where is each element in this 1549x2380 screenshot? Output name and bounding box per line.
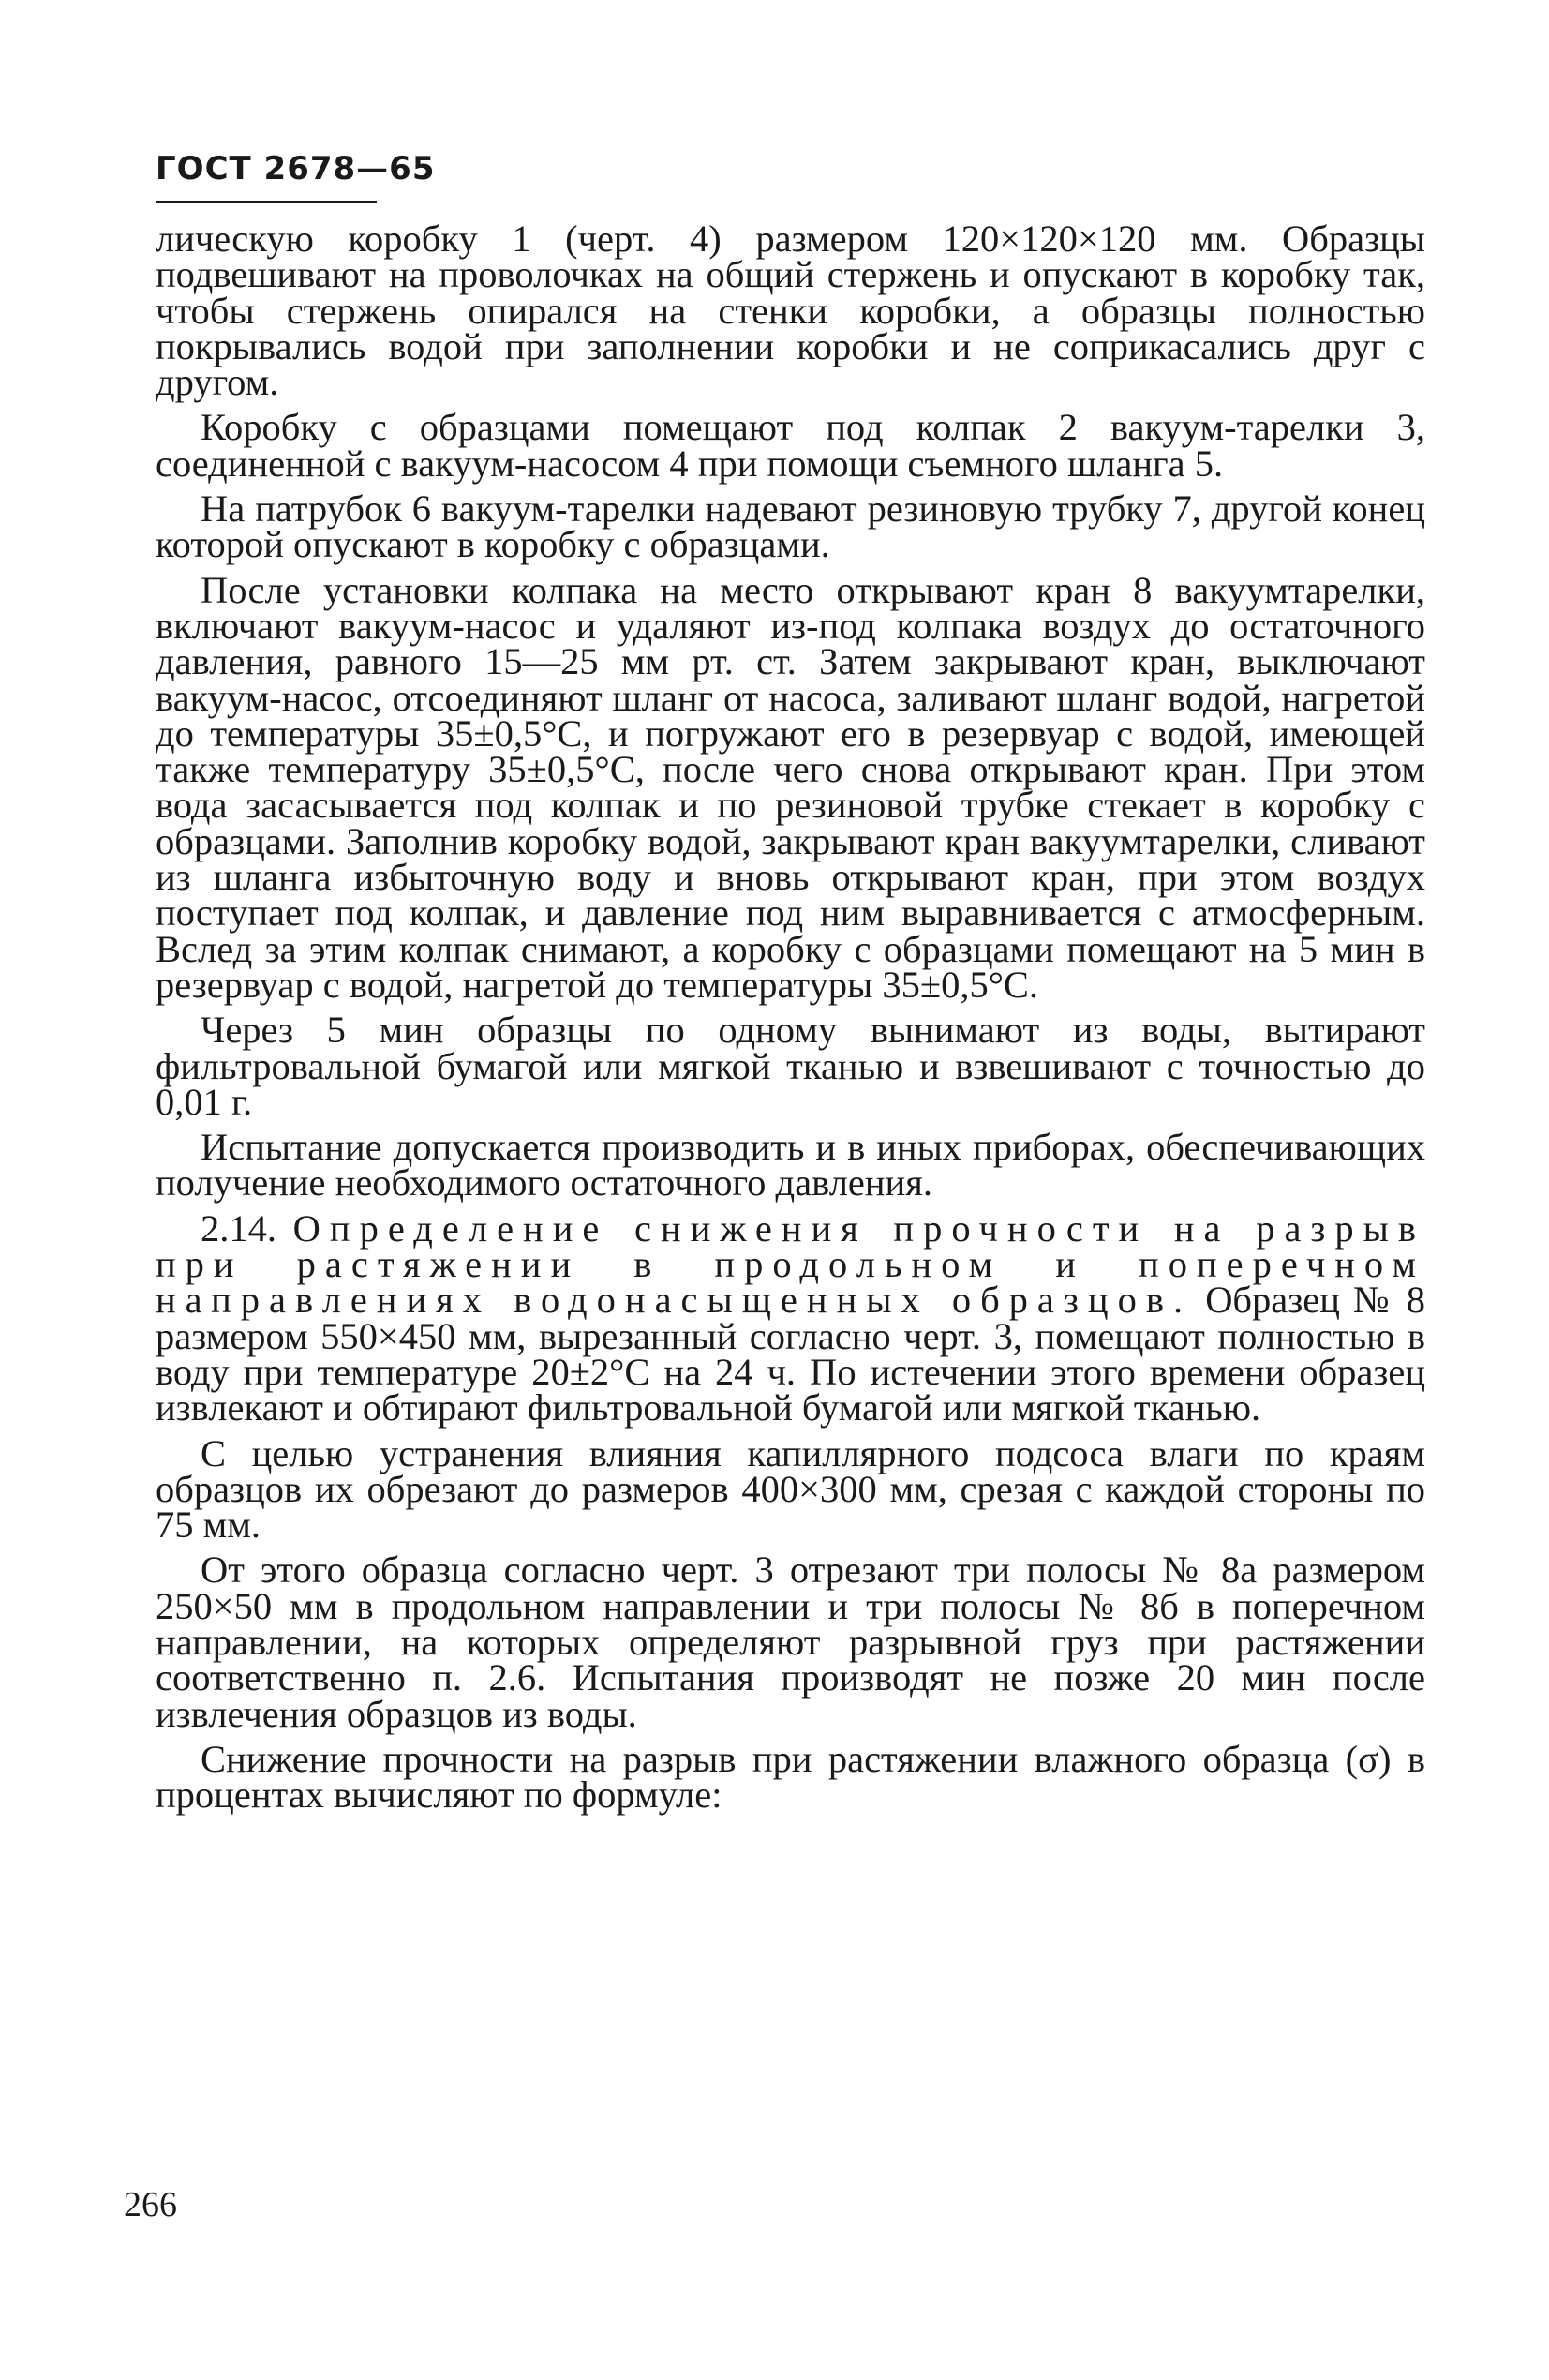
paragraph-continuation: лическую коробку 1 (черт. 4) размером 120×120×120 мм. Образцы подвешивают на проволочках на общий стержень и опускают в коробку так, чтобы стержень опирался на стенки коробки, а образцы полностью покрывались водой при заполнении коробки и не соприкасались друг с другом.	[156, 217, 1425, 404]
paragraph-strips: От этого образца согласно черт. 3 отрезают три полосы № 8а размером 250×50 мм в продольном направлении и три полосы № 8б в поперечном направлении, на которых определяют разрывной груз при растяжении соответственно п. 2.6. Испытания производят не позже 20 мин после извлечения образцов из воды.	[156, 1549, 1425, 1735]
paragraph-box-placement: Коробку с образцами помещают под колпак 2 вакуум-тарелки 3, соединенной с вакуум-насосом 4 при помощи съемного шланга 5.	[156, 406, 1425, 485]
section-text: Образец № 8 размером 550×450 мм, вырезанный согласно черт. 3, помещают полностью в воду при температуре 20±2°С на 24 ч. По истечении этого времени образец извлекают и обтирают фильтровальной бумагой или мягкой тканью.	[156, 1279, 1425, 1429]
paragraph-alternative-devices: Испытание допускается производить и в иных приборах, обеспечивающих получение необходимого остаточного давления.	[156, 1126, 1425, 1205]
section-title: Определение снижения прочности на разрыв при растяжении в продольном и поперечном направлениях водонасыщенных образцов.	[156, 1206, 1425, 1322]
paragraph-weighing: Через 5 мин образцы по одному вынимают из воды, вытирают фильтровальной бумагой или мягкой тканью и взвешивают с точностью до 0,01 г.	[156, 1009, 1425, 1123]
paragraph-trimming: С целью устранения влияния капиллярного подсоса влаги по краям образцов их обрезают до размеров 400×300 мм, срезая с каждой стороны по 75 мм.	[156, 1431, 1425, 1547]
paragraph-tube: На патрубок 6 вакуум-тарелки надевают резиновую трубку 7, другой конец которой опускают в коробку с образцами.	[156, 487, 1425, 566]
page-number: 266	[124, 2185, 177, 2224]
standard-header: ГОСТ 2678—65	[156, 150, 436, 187]
paragraph-procedure: После установки колпака на место открывают кран 8 вакуумтарелки, включают вакуум-насос и удаляют из-под колпака воздух до остаточного давления, равного 15—25 мм рт. ст. Затем закрывают кран, выключают вакуум-насос, отсоединяют шланг от насоса, заливают шланг водой, нагретой до температуры 35±0,5°С, и погружают его в резервуар с водой, имеющей также температуру 35±0,5°С, после чего снова открывают кран. При этом вода засасывается под колпак и по резиновой трубке стекает в коробку с образцами. Заполнив коробку водой, закрывают кран вакуумтарелки, сливают из шланга избыточную воду и вновь открывают кран, при этом воздух поступает под колпак, и давление под ним выравнивается с атмосферным. Вслед за этим колпак снимают, а коробку с образцами помещают на 5 мин в резервуар с водой, нагретой до температуры 35±0,5°С.	[156, 568, 1425, 1006]
body-text	[156, 217, 1425, 1822]
header-underline	[156, 201, 377, 203]
section-number: 2.14.	[201, 1206, 276, 1250]
section-2-14	[156, 1206, 1425, 1429]
paragraph-formula-intro: Снижение прочности на разрыв при растяжении влажного образца (σ) в процентах вычисляют по формуле:	[156, 1737, 1425, 1817]
